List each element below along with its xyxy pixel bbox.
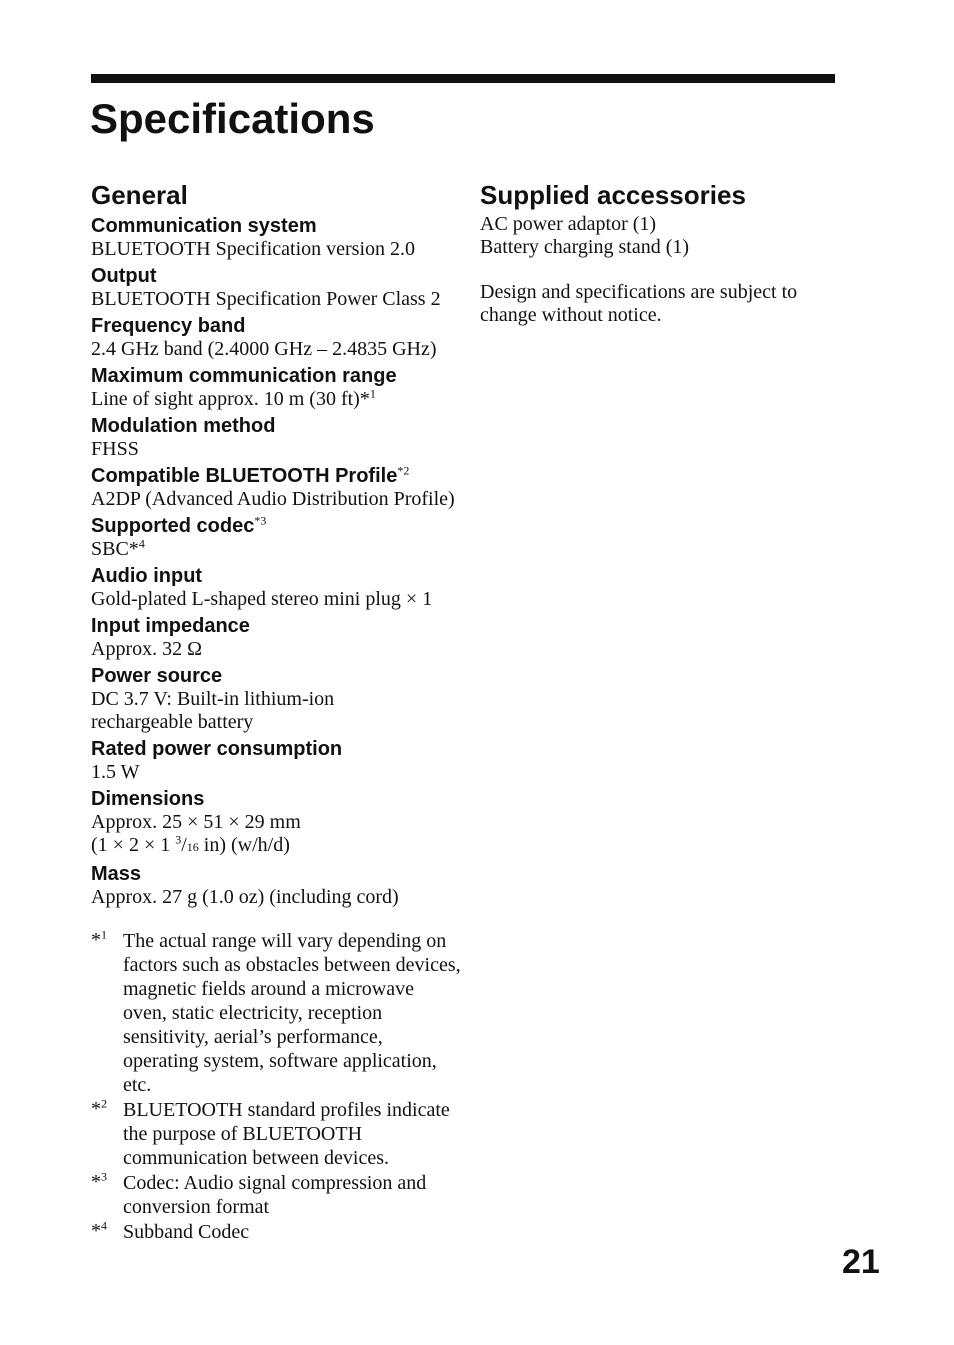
spec-label-text: Supported codec (91, 515, 255, 537)
spec-dimensions (91, 787, 461, 859)
spec-value: DC 3.7 V: Built-in lithium-ion rechargeable battery (91, 688, 335, 733)
footnote-ref: 4 (138, 536, 145, 551)
spec-value: 1.5 W (91, 761, 140, 783)
dim-text: in) (w/h/d) (198, 834, 290, 856)
footnote-text: The actual range will vary depending on factors such as obstacles between devices, magnetic fields around a microwave oven, static electricity, reception sensitivity, aerial’s performance, operating system, software application, etc. (123, 930, 461, 1096)
spec-label: Frequency band (91, 315, 246, 337)
page-number: 21 (842, 1243, 880, 1281)
spec-value (91, 538, 461, 561)
footnote-text: BLUETOOTH standard profiles indicate the purpose of BLUETOOTH communication between devices. (123, 1099, 450, 1169)
accessory-item: AC power adaptor (1) (480, 213, 657, 235)
footnote-mark: *$^3$ (91, 1169, 107, 1193)
top-rule (91, 74, 835, 83)
spec-value: Approx. 32 Ω (91, 638, 202, 660)
spec-modulation (91, 414, 461, 461)
spec-codec (91, 514, 461, 561)
spec-label (91, 514, 461, 538)
spec-label (91, 464, 461, 488)
spec-communication-system (91, 214, 461, 261)
spec-value-text: Line of sight approx. 10 m (30 ft)* (91, 388, 370, 410)
footnotes (91, 929, 461, 1244)
spec-power-consumption (91, 737, 461, 784)
spec-power-source (91, 664, 461, 734)
spec-value: FHSS (91, 438, 139, 460)
footnote-ref: *2 (397, 463, 410, 478)
page-title: Specifications (90, 95, 375, 142)
spec-label: Audio input (91, 565, 203, 587)
footnote-mark: *$^2$ (91, 1096, 107, 1120)
spacer (480, 259, 840, 281)
general-heading: General (91, 180, 188, 210)
spec-max-range (91, 364, 461, 411)
spec-label: Rated power consumption (91, 738, 343, 760)
spec-label: Power source (91, 665, 223, 687)
spec-label: Mass (91, 863, 142, 885)
accessories-column (480, 179, 840, 327)
footnote (91, 929, 461, 1097)
fraction-numerator: 3 (175, 832, 182, 847)
spec-audio-input (91, 564, 461, 611)
footnote-mark: *$^1$ (91, 927, 107, 951)
accessory-item: Battery charging stand (1) (480, 236, 690, 258)
dim-text: (1 × 2 × 1 (91, 834, 176, 856)
spec-mass (91, 862, 461, 909)
spec-label: Maximum communication range (91, 365, 397, 387)
footnote-ref: *3 (254, 513, 267, 528)
spec-label: Modulation method (91, 415, 276, 437)
spec-frequency-band (91, 314, 461, 361)
spec-label: Input impedance (91, 615, 250, 637)
spec-value (91, 388, 461, 411)
spec-value: Gold-plated L-shaped stereo mini plug × 1 (91, 588, 433, 610)
spec-value: A2DP (Advanced Audio Distribution Profile) (91, 488, 455, 510)
footnote (91, 1220, 461, 1244)
fraction-slash: / (181, 834, 187, 856)
spec-label: Output (91, 265, 157, 287)
spec-value: Approx. 25 × 51 × 29 mm (91, 811, 301, 833)
spec-value: Approx. 27 g (1.0 oz) (including cord) (91, 886, 399, 908)
footnote-ref: 1 (369, 386, 376, 401)
spec-value: BLUETOOTH Specification version 2.0 (91, 238, 416, 260)
spec-label: Communication system (91, 215, 317, 237)
footnote (91, 1171, 461, 1219)
spec-label-text: Compatible BLUETOOTH Profile (91, 465, 398, 487)
spec-profile (91, 464, 461, 511)
accessories-heading: Supplied accessories (480, 180, 746, 210)
spec-label: Dimensions (91, 788, 205, 810)
footnote-text: Subband Codec (123, 1221, 250, 1243)
spec-value: 2.4 GHz band (2.4000 GHz – 2.4835 GHz) (91, 338, 437, 360)
fraction-denominator: 16 (186, 840, 199, 854)
spec-value: BLUETOOTH Specification Power Class 2 (91, 288, 441, 310)
spec-value-imperial (91, 834, 461, 859)
spec-output (91, 264, 461, 311)
notice-text: Design and specifications are subject to change without notice. (480, 281, 798, 326)
footnote-mark: *$^4$ (91, 1218, 107, 1242)
spec-input-impedance (91, 614, 461, 661)
general-column (91, 179, 461, 1245)
spec-value-text: SBC* (91, 538, 139, 560)
footnote (91, 1098, 461, 1170)
footnote-text: Codec: Audio signal compression and conversion format (123, 1172, 427, 1218)
